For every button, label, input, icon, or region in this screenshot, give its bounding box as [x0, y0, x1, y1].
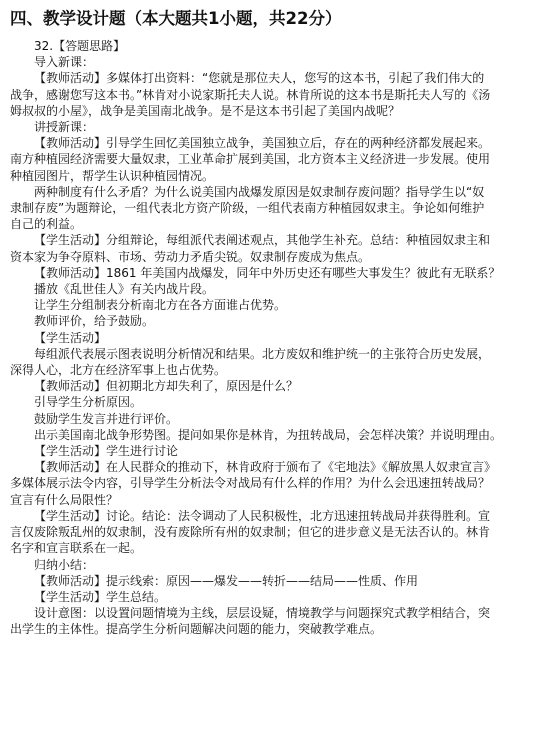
text-line: 【学生活动】学生进行讨论 [34, 444, 179, 459]
text-line: 【教师活动】多媒体打出资料：“您就是那位夫人，您写的这本书，引起了我们伟大的 [34, 71, 485, 86]
text-line: 讲授新课： [34, 120, 95, 135]
text-line: 种植园图片，帮学生认识种植园情况。 [10, 168, 215, 183]
text-line: 让学生分组制表分析南北方在各方面谁占优势。 [34, 298, 287, 313]
section-heading: 四、教学设计题（本大题共1小题，共22分） [10, 9, 342, 28]
text-line: 导入新课： [34, 55, 95, 70]
text-line: 播放《乱世佳人》有关内战片段。 [34, 282, 215, 297]
answer-body [10, 38, 545, 638]
text-line: 宣言有什么局限性？ [10, 492, 119, 507]
text-line: 多媒体展示法令内容，引导学生分析法令对战局有什么样的作用？为什么会迅速扭转战局？ [10, 476, 491, 491]
text-line: 两种制度有什么矛盾？为什么说美国内战爆发原因是奴隶制存废问题？指导学生以“奴 [34, 184, 485, 199]
text-line: 【教师活动】在人民群众的推动下，林肯政府于颁布了《宅地法》《解放黑人奴隶宣言》 [34, 460, 497, 475]
text-line: 归纳小结： [34, 557, 95, 572]
text-line: 每组派代表展示图表说明分析情况和结果。北方废奴和维护统一的主张符合历史发展， [34, 346, 491, 361]
text-line: 32.【答题思路】 [34, 39, 126, 53]
text-line: 【学生活动】分组辩论，每组派代表阐述观点，其他学生补充。总结：种植园奴隶主和 [34, 233, 491, 248]
text-line: 隶制存废”为题辩论，一组代表北方资产阶级，一组代表南方种植园奴隶主。争论如何维护 [10, 201, 485, 216]
text-line: 【学生活动】讨论。结论：法令调动了人民积极性，北方迅速扭转战局并获得胜利。宣 [34, 508, 491, 523]
text-line: 【学生活动】 [34, 330, 107, 345]
text-line: 名字和宣言联系在一起。 [10, 541, 143, 556]
text-line: 出示美国南北战争形势图。提问如果你是林肯，为扭转战局，会怎样决策？并说明理由。 [34, 427, 503, 442]
text-line: 南方种植园经济需要大量奴隶，工业革命扩展到美国，北方资本主义经济进一步发展。使用 [10, 152, 491, 167]
text-line: 姆叔叔的小屋》，战争是美国南北战争。是不是这本书引起了美国内战呢？ [10, 103, 401, 118]
text-line: 战争，感谢您写这本书。”林肯对小说家斯托夫人说。林肯所说的这本书是斯托夫人写的《汤 [10, 87, 491, 102]
text-line: 资本家为争夺原料、市场、劳动力矛盾尖锐。奴隶制存废成为焦点。 [10, 249, 371, 264]
text-line: 设计意图：以设置问题情境为主线，层层设疑，情境教学与问题探究式教学相结合，突 [34, 606, 491, 621]
text-line: 【学生活动】学生总结。 [34, 589, 167, 604]
text-line: 教师评价，给予鼓励。 [34, 314, 155, 329]
text-line: 【教师活动】提示线索：原因——爆发——转折——结局——性质、作用 [34, 573, 419, 588]
text-line: 【教师活动】1861 年美国内战爆发，同年中外历史还有哪些大事发生？彼此有无联系？ [34, 265, 501, 280]
text-line: 【教师活动】但初期北方却失利了，原因是什么？ [34, 379, 299, 394]
text-line: 引导学生分析原因。 [34, 395, 143, 410]
text-line: 自己的利益。 [10, 217, 83, 232]
text-line: 深得人心，北方在经济军事上也占优势。 [10, 363, 227, 378]
text-line: 【教师活动】引导学生回忆美国独立战争，美国独立后，存在的两种经济都发展起来。 [34, 136, 491, 151]
text-line: 言仅废除叛乱州的奴隶制，没有废除所有州的奴隶制；但它的进步意义是无法否认的。林肯 [10, 525, 491, 540]
text-line: 鼓励学生发言并进行评价。 [34, 411, 179, 426]
text-line: 出学生的主体性。提高学生分析问题解决问题的能力，突破教学难点。 [10, 622, 383, 637]
